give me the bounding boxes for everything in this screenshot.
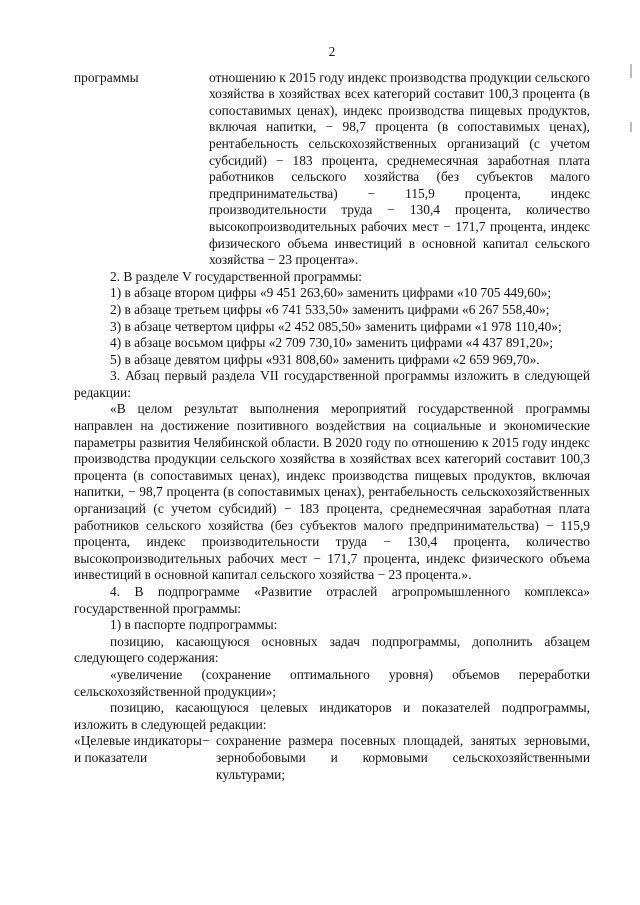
paragraph: 3. Абзац первый раздела VII государственной программы изложить в следующей редакции: <box>74 368 590 400</box>
scan-edge-mark <box>630 64 632 78</box>
paragraph: «В целом результат выполнения мероприятий государственной программы направлен на достижение позитивного воздействия на социальные и экономические параметры развития Челябинской области. В 2020 году по отношению к 2015 году индекс производства продукции сельского хозяйства в хозяйствах всех категорий составит 100,3 процента (в сопоставимых ценах), индекс производства пищевых продуктов, включая напитки, − 98,7 процента (в сопоставимых ценах), рентабельность сельскохозяйственных организаций (с учетом субсидий) − 183 процента, среднемесячная заработная плата работников сельского хозяйства (без субъектов малого предпринимательства) − 115,9 процента, индекс производительности труда − 130,4 процента, количество высокопроизводительных рабочих мест − 171,7 процента, индекс физического объема инвестиций в основной капитал сельского хозяйства − 23 процента.». <box>74 401 590 583</box>
paragraph: 3) в абзаце четвертом цифры «2 452 085,50» заменить цифрами «1 978 110,40»; <box>110 318 562 334</box>
paragraph: позицию, касающуюся основных задач подпрограммы, дополнить абзацем следующего содержания: <box>74 633 590 666</box>
paragraph: 1) в паспорте подпрограммы: <box>110 617 278 633</box>
top-row-text: отношению к 2015 году индекс производства продукции сельского хозяйства в хозяйствах всех категорий составит 100,3 процента (в сопоставимых ценах), индекс производства пищевых продуктов, включая напитки, − 98,7 процента (в сопоставимых ценах), рентабельность сельскохозяйственных организаций (с учетом субсидий) − 183 процента, среднемесячная заработная плата работников сельского хозяйства (без субъектов малого предпринимательства) − 115,9 процента, индекс производительности труда − 130,4 процента, количество высокопроизводительных рабочих мест − 171,7 процента, индекс физического объема инвестиций в основной капитал сельского хозяйства − 23 процента». <box>209 69 590 268</box>
paragraph: 4. В подпрограмме «Развитие отраслей агропромышленного комплекса» государственной программы: <box>74 584 590 616</box>
bottom-table-row <box>74 733 590 783</box>
paragraph: «увеличение (сохранение оптимального уровня) объемов переработки сельскохозяйственной продукции»; <box>74 666 590 699</box>
paragraph: 5) в абзаце девятом цифры «931 808,60» заменить цифрами «2 659 969,70». <box>110 351 540 367</box>
bottom-row-dash: − <box>202 733 210 749</box>
paragraph: позицию, касающуюся целевых индикаторов и показателей подпрограммы, изложить в следующей редакции: <box>74 700 590 732</box>
paragraph: 1) в абзаце втором цифры «9 451 263,60» заменить цифрами «10 705 449,60»; <box>110 285 552 301</box>
top-table-row <box>74 70 590 269</box>
paragraph: 4) в абзаце восьмом цифры «2 709 730,10» заменить цифрами «4 437 891,20»; <box>110 335 554 351</box>
scan-edge-mark <box>630 122 632 132</box>
top-row-label: программы <box>74 69 139 85</box>
paragraph: 2. В разделе V государственной программы: <box>110 268 362 284</box>
page-number: 2 <box>328 44 336 59</box>
paragraph: 2) в абзаце третьем цифры «6 741 533,50» заменить цифрами «6 267 558,40»; <box>110 301 550 317</box>
bottom-row-text: сохранение размера посевных площадей, занятых зерновыми, зернобобовыми и кормовыми сельскохозяйственными культурами; <box>216 733 590 782</box>
bottom-row-label: «Целевые индикаторы и показатели <box>74 733 202 765</box>
